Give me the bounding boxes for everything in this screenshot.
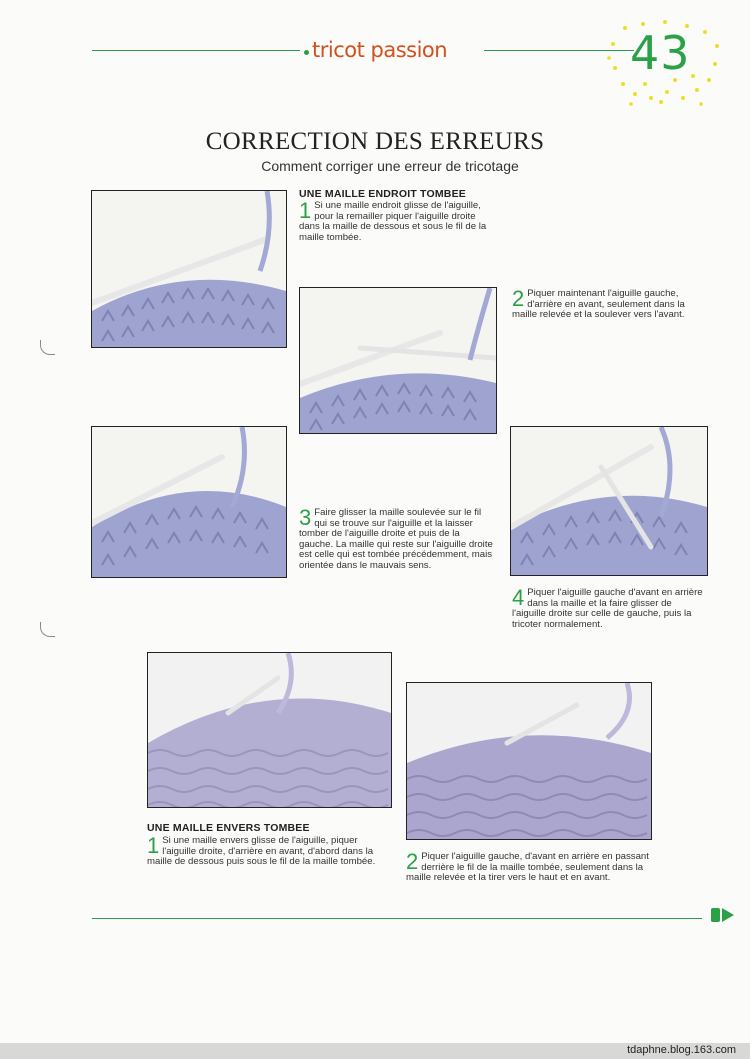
- footer-rule: [92, 918, 702, 919]
- binder-hole-bottom: [40, 622, 55, 637]
- brand-title: tricot passion: [312, 38, 448, 62]
- purl-step1-photo: [147, 652, 392, 808]
- purl-step2-photo: [406, 682, 652, 840]
- step-number: 2: [406, 849, 419, 874]
- step1-knit-photo: [91, 190, 287, 348]
- step-text: Piquer maintenant l'aiguille gauche, d'arrière en avant, seulement dans la maille relevée et la soulever vers l'avant.: [512, 288, 685, 321]
- step3-knit-photo: [91, 426, 287, 578]
- page-title: CORRECTION DES ERREURS: [205, 128, 545, 155]
- section1-heading: UNE MAILLE ENDROIT TOMBEE: [299, 188, 466, 200]
- section1-step4-caption: [512, 585, 708, 630]
- next-page-arrow-icon: [711, 906, 735, 924]
- step-text: Faire glisser la maille soulevée sur le fil qui se trouve sur l'aiguille et la laisser tomber de l'aiguille droite et puis de la gauche. La maille qui reste sur l'aiguille droite est celle qui est tombée précédemment, mais orientée dans le mauvais sens.: [299, 507, 493, 571]
- section1-step1-caption: [299, 198, 495, 243]
- step-number: 4: [512, 585, 525, 610]
- brand-dot: [304, 50, 309, 55]
- section2-step1-caption: [147, 833, 393, 868]
- step-text: Si une maille endroit glisse de l'aiguille, pour la remailler piquer l'aiguille droite dans la maille de dessous et sous le fil de la maille tombée.: [299, 200, 487, 243]
- step-number: 2: [512, 286, 525, 311]
- binder-hole-top: [40, 340, 55, 355]
- step-text: Piquer l'aiguille gauche, d'avant en arrière en passant derrière le fil de la maille tombée, seulement dans la maille relevée et la tirer vers le haut et en avant.: [406, 851, 649, 884]
- section2-heading: UNE MAILLE ENVERS TOMBEE: [147, 822, 310, 834]
- step2-knit-photo: [299, 287, 497, 434]
- step-number: 1: [147, 833, 160, 858]
- header-rule-left: [92, 50, 300, 51]
- section1-step3-caption: [299, 505, 495, 572]
- section2-step2-caption: [406, 849, 652, 884]
- section1-step2-caption: [512, 286, 708, 321]
- step-number: 1: [299, 198, 312, 223]
- step4-knit-photo: [510, 426, 708, 576]
- watermark: tdaphne.blog.163.com: [627, 1044, 736, 1056]
- step-text: Si une maille envers glisse de l'aiguille, piquer l'aiguille droite, d'arrière en avant, d'abord dans la maille de dessous puis sous le fil de la maille tombée.: [147, 835, 376, 868]
- step-number: 3: [299, 505, 312, 530]
- page-subtitle: Comment corriger une erreur de tricotage: [261, 158, 519, 174]
- step-text: Piquer l'aiguille gauche d'avant en arrière dans la maille et la faire glisser de l'aiguille droite sur celle de gauche, puis la tricoter normalement.: [512, 587, 703, 630]
- page-number: 43: [630, 26, 691, 80]
